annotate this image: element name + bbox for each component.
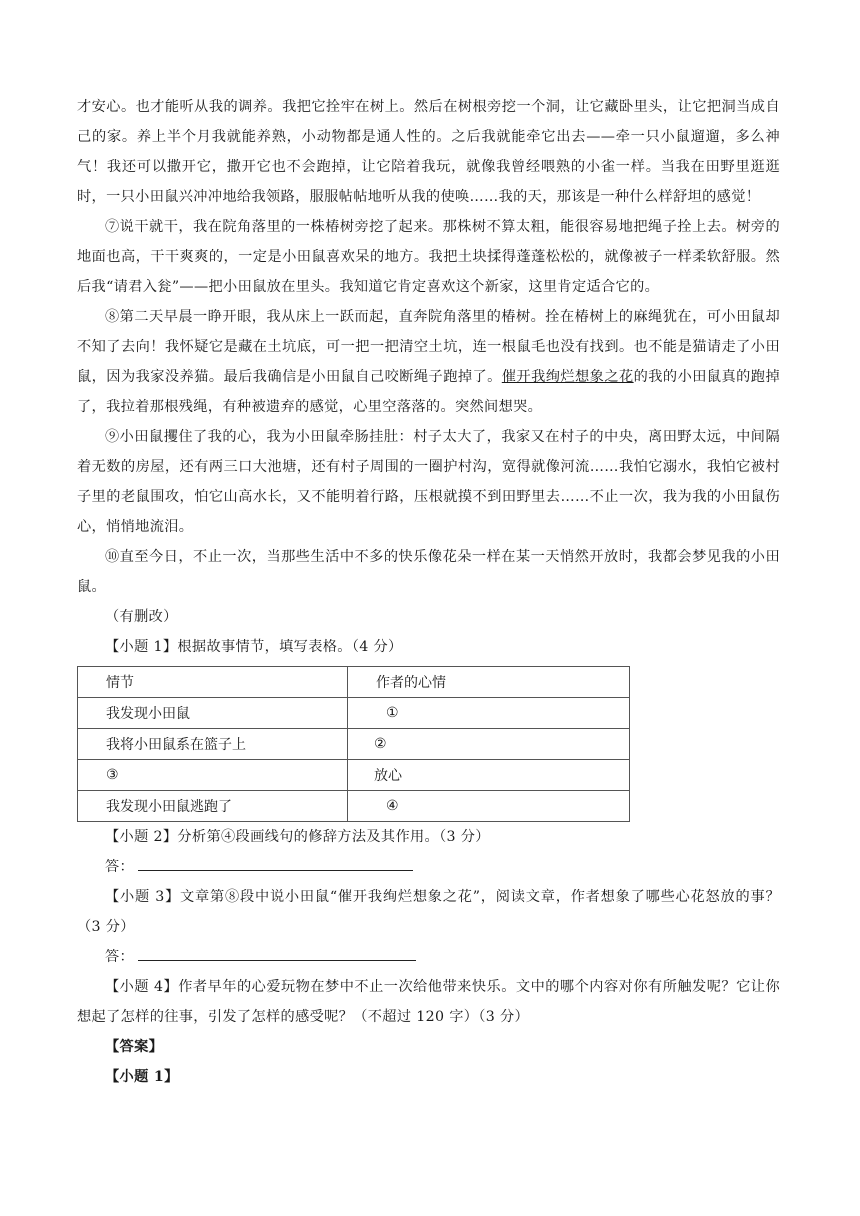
edit-note: （有删改） xyxy=(105,609,178,625)
table-cell: 我发现小田鼠 xyxy=(78,698,348,729)
answer-blank[interactable] xyxy=(138,944,416,961)
table-cell: ③ xyxy=(78,760,348,791)
answer-blank[interactable] xyxy=(138,854,413,871)
paragraph-7: ⑦说干就干，我在院角落里的一株椿树旁挖了起来。那株树不算太粗，能很容易地把绳子拴上去。树旁的地面也高，干干爽爽的，一定是小田鼠喜欢呆的地方。我把土块揉得蓬蓬松松的，就像被子一样柔软舒服。然后我“请君入瓮”——把小田鼠放在里头。我知道它肯定喜欢这个新家，这里肯定适合它的。 xyxy=(77,219,780,295)
question-2: 【小题 2】分析第④段画线句的修辞方法及其作用。（3 分） xyxy=(105,829,490,845)
question-3: 【小题 3】文章第⑧段中说小田鼠“催开我绚烂想象之花”，阅读文章，作者想象了哪些心花怒放的事？（3 分） xyxy=(77,889,780,935)
underlined-phrase: 催开我绚烂想象之花 xyxy=(501,369,634,385)
table-header-mood: 作者的心情 xyxy=(348,667,630,698)
question-1: 【小题 1】根据故事情节，填写表格。（4 分） xyxy=(105,639,403,655)
paragraph-8-text-b: 的我的小田鼠真的跑掉了，我拉着那根残绳，有种被遗弃的感觉，心里空落落的。突然间想哭。 xyxy=(77,369,780,415)
plot-mood-table xyxy=(77,666,630,822)
table-row xyxy=(78,698,630,729)
table-cell: ② xyxy=(348,729,630,760)
table-cell: 放心 xyxy=(348,760,630,791)
paragraph-9: ⑨小田鼠攫住了我的心，我为小田鼠牵肠挂肚：村子太大了，我家又在村子的中央，离田野太远，中间隔着无数的房屋，还有两三口大池塘，还有村子周围的一圈护村沟，宽得就像河流……我怕它溺水，我怕它被村子里的老鼠围攻，怕它山高水长，又不能明着行路，压根就摸不到田野里去……不止一次，我为我的小田鼠伤心，悄悄地流泪。 xyxy=(77,429,780,535)
answer-line-2 xyxy=(105,852,780,882)
paragraph-8 xyxy=(77,302,780,422)
question-4: 【小题 4】作者早年的心爱玩物在梦中不止一次给他带来快乐。文中的哪个内容对你有所触发呢？它让你想起了怎样的往事，引发了怎样的感受呢？（不超过 120 字）（3 分） xyxy=(77,979,780,1025)
table-cell: 我发现小田鼠逃跑了 xyxy=(78,791,348,822)
table-row xyxy=(78,729,630,760)
table-header-plot: 情节 xyxy=(78,667,348,698)
document-page xyxy=(77,92,780,1092)
table-cell: ① xyxy=(348,698,630,729)
answer-heading: 【答案】 xyxy=(105,1039,164,1055)
paragraph-8-text-a: ⑧第二天早晨一睁开眼，我从床上一跃而起，直奔院角落里的椿树。拴在椿树上的麻绳犹在，可小田鼠却不知了去向！我怀疑它是藏在土坑底，可一把一把清空土坑，连一根鼠毛也没有找到。也不能是猫请走了小田鼠，因为我家没养猫。最后我确信是小田鼠自己咬断绳子跑掉了。 xyxy=(77,309,780,385)
answer-label: 答： xyxy=(105,859,135,875)
table-row xyxy=(78,760,630,791)
paragraph-10: ⑩直至今日，不止一次，当那些生活中不多的快乐像花朵一样在某一天悄然开放时，我都会梦见我的小田鼠。 xyxy=(77,549,780,595)
answer-line-3 xyxy=(105,942,780,972)
table-header-row xyxy=(78,667,630,698)
table-cell: 我将小田鼠系在篮子上 xyxy=(78,729,348,760)
table-cell: ④ xyxy=(348,791,630,822)
answer-label: 答： xyxy=(105,949,135,965)
table-row xyxy=(78,791,630,822)
answer-q1-heading: 【小题 1】 xyxy=(105,1069,179,1085)
paragraph-6-continued: 才安心。也才能听从我的调养。我把它拴牢在树上。然后在树根旁挖一个洞，让它藏卧里头，让它把洞当成自己的家。养上半个月我就能养熟，小动物都是通人性的。之后我就能牵它出去——牵一只小鼠遛遛，多么神气！我还可以撒开它，撒开它也不会跑掉，让它陪着我玩，就像我曾经喂熟的小雀一样。当我在田野里逛逛时，一只小田鼠兴冲冲地给我领路，服服帖帖地听从我的使唤……我的天，那该是一种什么样舒坦的感觉！ xyxy=(77,99,780,205)
